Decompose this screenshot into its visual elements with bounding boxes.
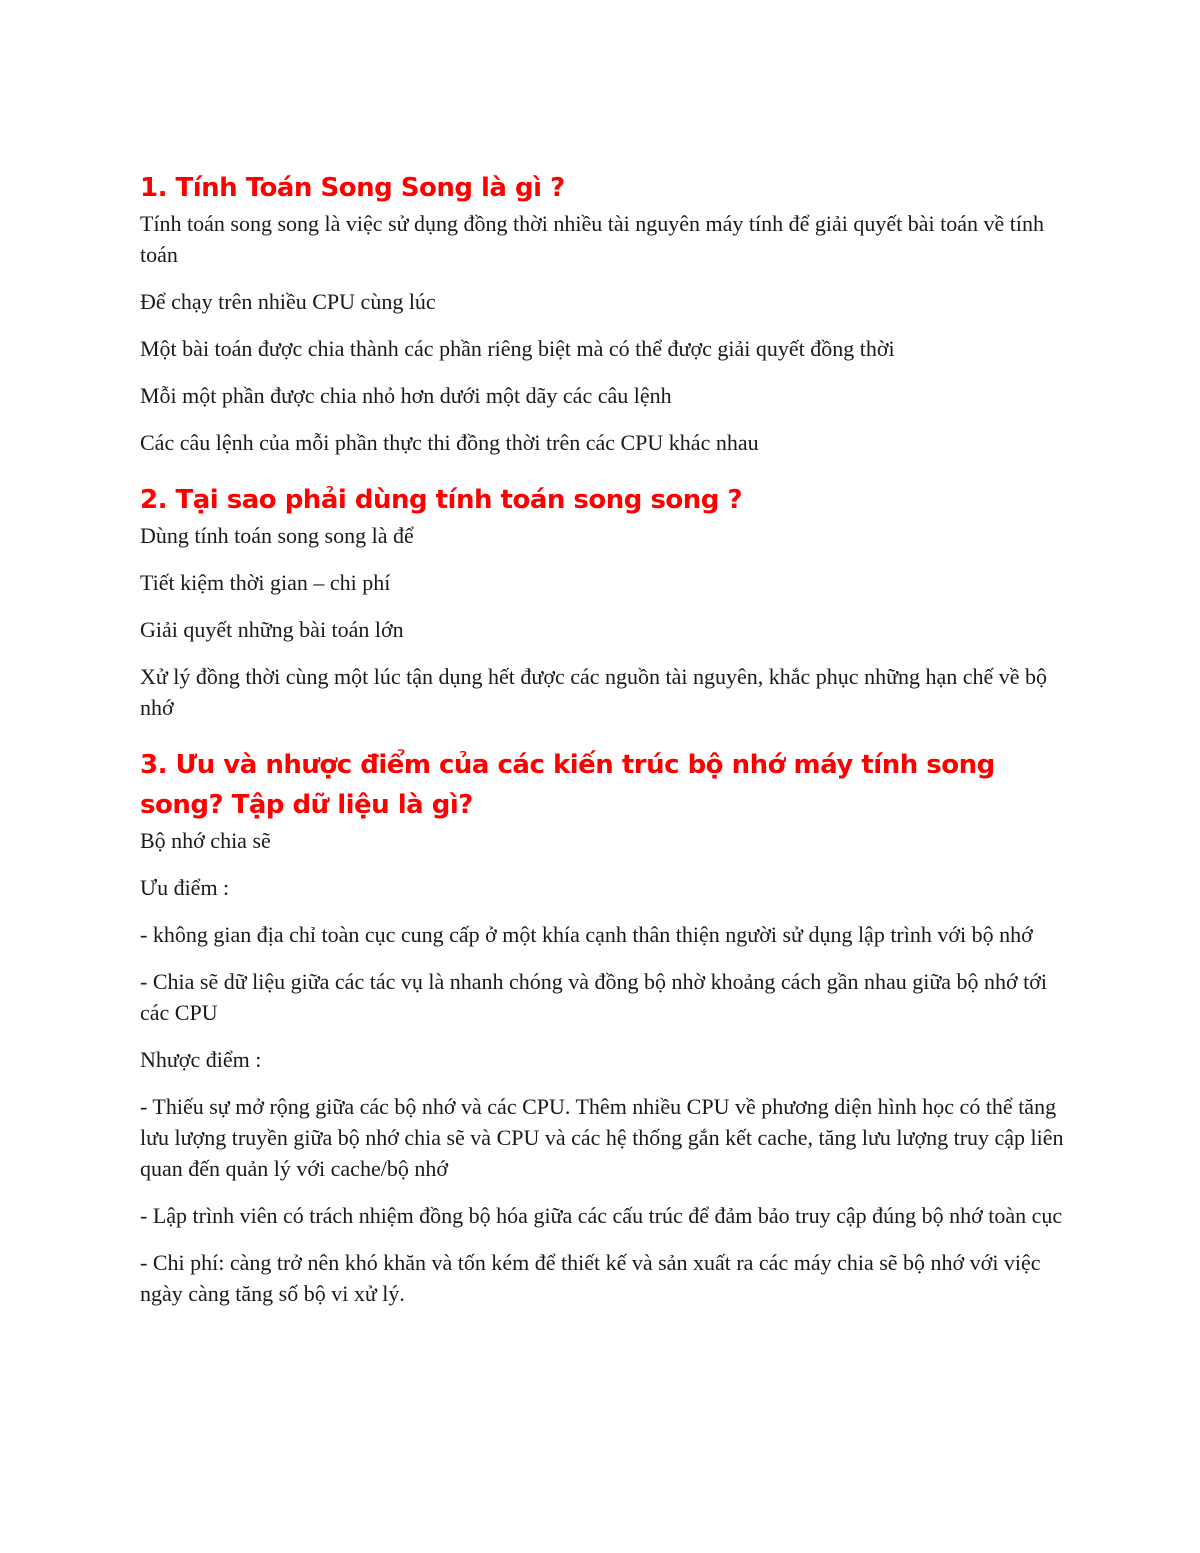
paragraph: - Thiếu sự mở rộng giữa các bộ nhớ và các CPU. Thêm nhiều CPU về phương diện hình học có thể tăng lưu lượng truyền giữa bộ nhớ chia sẽ và CPU và các hệ thống gắn kết cache, tăng lưu lượng truy cập liên quan đến quản lý với cache/bộ nhớ xyxy=(140,1094,1064,1181)
section-3 xyxy=(140,745,1070,1309)
paragraph: Một bài toán được chia thành các phần riêng biệt mà có thể được giải quyết đồng thời xyxy=(140,336,895,361)
section-1-heading: 1. Tính Toán Song Song là gì ? xyxy=(140,173,565,203)
paragraph: Xử lý đồng thời cùng một lúc tận dụng hết được các nguồn tài nguyên, khắc phục những hạn chế về bộ nhớ xyxy=(140,664,1048,720)
paragraph: Tính toán song song là việc sử dụng đồng thời nhiều tài nguyên máy tính để giải quyết bài toán về tính toán xyxy=(140,211,1045,267)
paragraph: Ưu điểm : xyxy=(140,875,230,900)
paragraph: Các câu lệnh của mỗi phần thực thi đồng thời trên các CPU khác nhau xyxy=(140,430,759,455)
paragraph: Dùng tính toán song song là để xyxy=(140,523,414,548)
paragraph: - Lập trình viên có trách nhiệm đồng bộ hóa giữa các cấu trúc để đảm bảo truy cập đúng bộ nhớ toàn cục xyxy=(140,1203,1063,1228)
paragraph: - Chia sẽ dữ liệu giữa các tác vụ là nhanh chóng và đồng bộ nhờ khoảng cách gần nhau giữa bộ nhớ tới các CPU xyxy=(140,969,1048,1025)
paragraph: Để chạy trên nhiều CPU cùng lúc xyxy=(140,289,436,314)
section-2 xyxy=(140,480,1070,723)
document-page xyxy=(140,168,1070,1325)
paragraph: Nhược điểm : xyxy=(140,1047,262,1072)
section-3-heading: 3. Ưu và nhược điểm của các kiến trúc bộ nhớ máy tính song song? Tập dữ liệu là gì? xyxy=(140,750,995,820)
section-2-heading: 2. Tại sao phải dùng tính toán song song ? xyxy=(140,485,743,515)
paragraph: Tiết kiệm thời gian – chi phí xyxy=(140,570,391,595)
paragraph: - Chi phí: càng trở nên khó khăn và tốn kém để thiết kế và sản xuất ra các máy chia sẽ bộ nhớ với việc ngày càng tăng số bộ vi xử lý. xyxy=(140,1250,1041,1306)
section-1 xyxy=(140,168,1070,458)
paragraph: Mỗi một phần được chia nhỏ hơn dưới một dãy các câu lệnh xyxy=(140,383,672,408)
paragraph: - không gian địa chỉ toàn cục cung cấp ở một khía cạnh thân thiện người sử dụng lập trình với bộ nhớ xyxy=(140,922,1033,947)
paragraph: Bộ nhớ chia sẽ xyxy=(140,828,271,853)
paragraph: Giải quyết những bài toán lớn xyxy=(140,617,404,642)
